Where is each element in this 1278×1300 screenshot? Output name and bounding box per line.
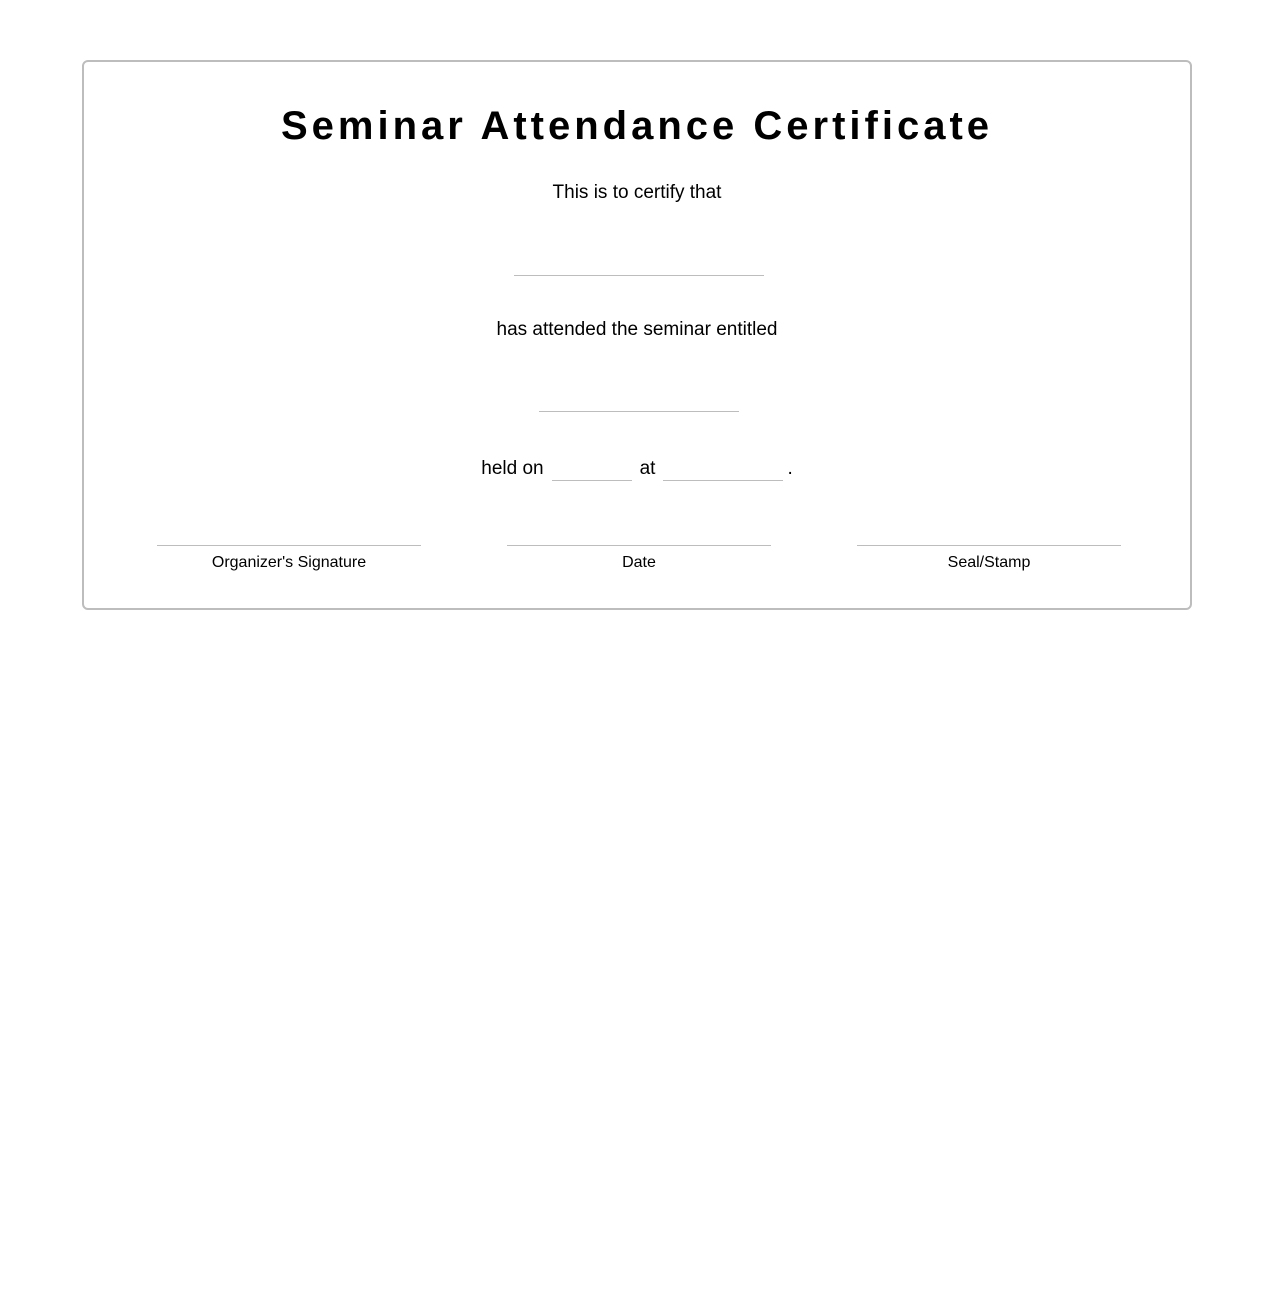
held-on-text: held on (481, 458, 544, 479)
organizer-signature-block (157, 545, 421, 573)
seminar-date-blank (552, 452, 632, 481)
certify-text: This is to certify that (552, 182, 722, 203)
seal-stamp-line (857, 545, 1121, 546)
attended-text: has attended the seminar entitled (496, 319, 778, 340)
held-on-row (84, 452, 1190, 481)
date-signature-line (507, 545, 771, 546)
organizer-signature-label: Organizer's Signature (211, 554, 367, 571)
certificate-frame (82, 60, 1192, 610)
date-signature-block (507, 545, 771, 573)
seminar-title-blank (539, 411, 739, 412)
seal-stamp-block (857, 545, 1121, 573)
seminar-location-blank (663, 452, 783, 481)
at-text: at (639, 458, 656, 479)
date-signature-label: Date (622, 554, 656, 571)
certificate-title: Seminar Attendance Certificate (280, 104, 994, 148)
seal-stamp-label: Seal/Stamp (947, 554, 1031, 571)
period-text: . (787, 458, 793, 479)
attendee-name-blank (514, 275, 764, 276)
organizer-signature-line (157, 545, 421, 546)
